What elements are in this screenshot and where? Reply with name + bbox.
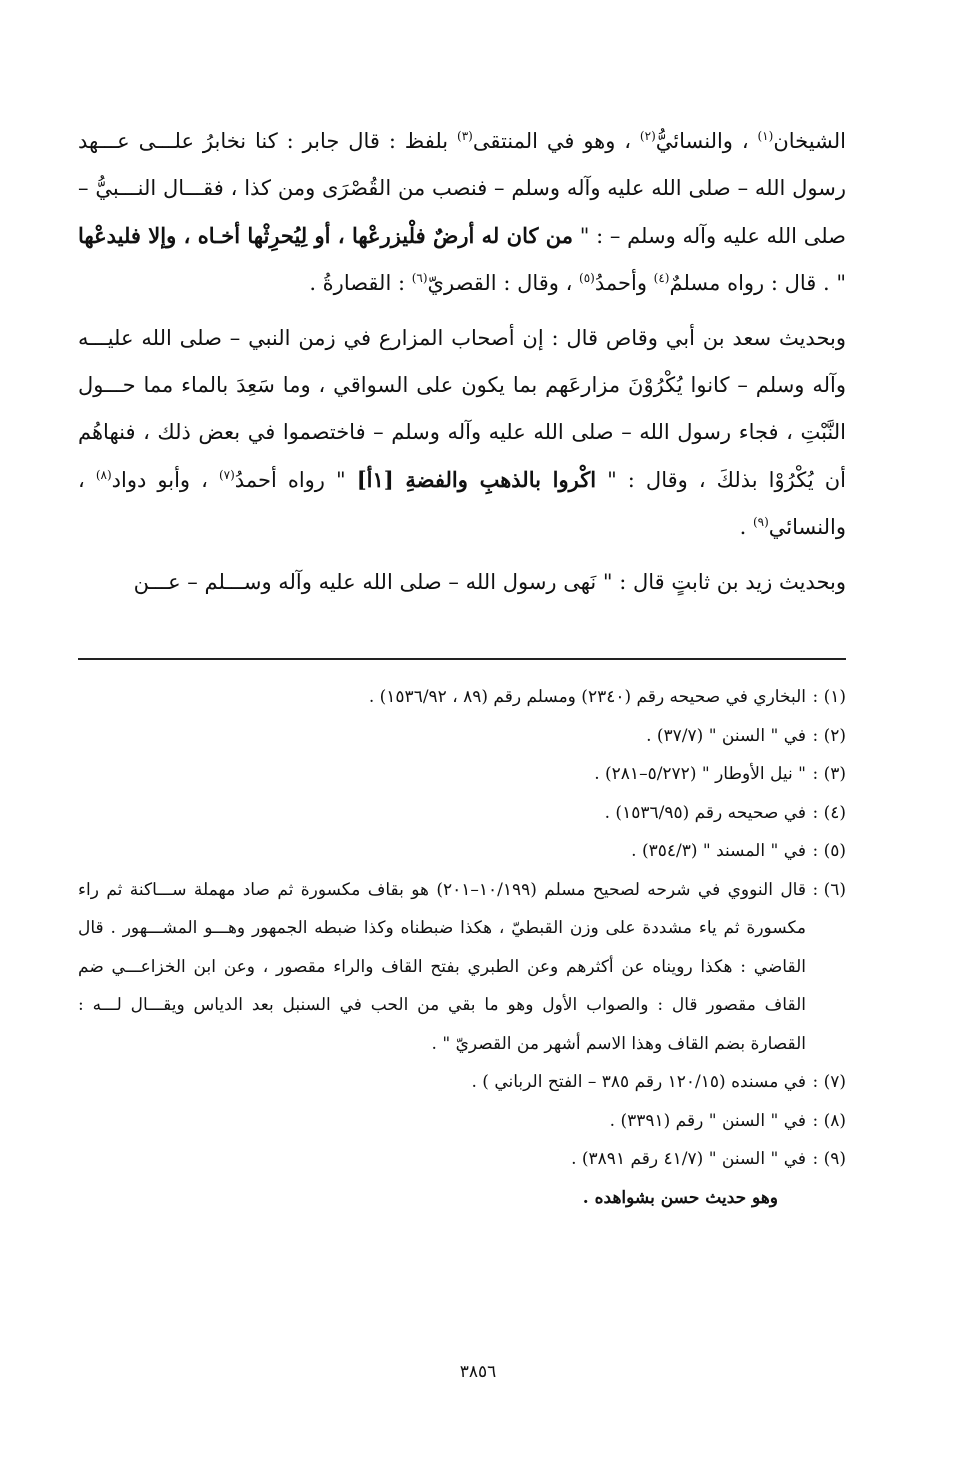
footnote-ref-1[interactable]: (١) xyxy=(757,129,774,143)
text: " رواه أحمدُ xyxy=(234,468,357,492)
footnote-text: في " السنن " (٣٧/٧) . xyxy=(646,725,806,746)
paragraph-3: وبحديث زيد بن ثابتٍ قال : " نَهى رسول الله – صلى الله عليه وآله وســـلم – عـــن xyxy=(133,570,846,594)
text: ، وهو في المنتقى xyxy=(472,129,640,153)
footnote-8 xyxy=(78,1102,846,1141)
footnote-note: وهو حديث حسن بشواهده . xyxy=(582,1187,778,1208)
text: . xyxy=(739,515,753,539)
footnote-number: (٢) : xyxy=(812,725,846,746)
main-text xyxy=(78,118,846,614)
footnote-ref-9[interactable]: (٩) xyxy=(752,515,769,529)
footnote-ref-8[interactable]: (٨) xyxy=(95,468,112,482)
footnote-number: (٧) : xyxy=(812,1072,846,1092)
page-number: ٣٨٥٦ xyxy=(459,1362,497,1382)
text: وأحمدُ xyxy=(594,271,654,295)
footnote-number: (٣) : xyxy=(812,764,846,784)
text: ، والنسائي xyxy=(78,468,846,539)
footnote-text: البخاري في صحيحه رقم (٢٣٤٠) ومسلم رقم (٨٩ ، ١٥٣٦/٩٢) . xyxy=(368,687,806,707)
footnote-text: " نيل الأوطار " (٥/٢٧٢–٢٨١) . xyxy=(594,764,806,784)
hadith-quote: من كان له أرضٌ فلْيزرعْها ، أو لِيُحرِثْها أخـاه ، وإلا فليدعْها xyxy=(78,223,574,248)
footnote-number: (٩) : xyxy=(812,1149,846,1169)
footnote-number: (١) : xyxy=(812,687,846,707)
footnote-text: في " المسند " (٣٥٤/٣) . xyxy=(631,841,806,861)
footnote-6 xyxy=(78,871,846,1064)
text: الشيخان xyxy=(773,129,846,153)
text: ، والنسائيُّ xyxy=(655,129,758,153)
text: " . قال : رواه مسلمٌ xyxy=(669,271,846,295)
text: وبحديث سعد بن أبي وقاص قال : إن أصحاب المزارع في زمن النبي – صلى الله عليـــه وآله وسلم – كانوا يُكْرُوْنَ مزارعَهم بما يكون على السواقي ، وما سَعِدَ بالماء مما حـــول النَّبْتِ ، فجاء رسول الله – صلى الله عليه وآله وسلم – فاختصموا في بعض ذلك ، فنهاهُم أن يُكْرُوْا بذلكَ ، وقال : " xyxy=(78,326,846,492)
paragraph-1 xyxy=(78,118,846,307)
text: بلفظ : قال جابر : كنا نخابرُ علـــى عـــهد رسول الله – صلى الله عليه وآله وسلم – فنصب من القُصْرَى ومن كذا ، فقـــال النـــبيُّ – صلى الله عليه وآله وسلم – : " xyxy=(78,129,846,248)
footnote-number: (٤) : xyxy=(812,802,846,823)
footnote-2 xyxy=(78,717,846,756)
footnote-text: في " السنن " (٤١/٧ رقم ٣٨٩١) . xyxy=(571,1149,806,1169)
footnote-3 xyxy=(78,755,846,794)
footnote-5 xyxy=(78,832,846,871)
footnote-ref-7[interactable]: (٧) xyxy=(218,468,235,482)
footnotes xyxy=(78,678,846,1217)
footnote-number: (٦) : xyxy=(812,879,846,900)
footnote-ref-5[interactable]: (٥) xyxy=(579,271,595,285)
footnote-text: في مسنده (١٢٠/١٥ رقم ٣٨٥ – الفتح الرباني ) . xyxy=(471,1072,806,1092)
footnote-ref-6[interactable]: (٦) xyxy=(411,271,428,285)
footnote-divider xyxy=(78,658,846,660)
text: ، وأبو دواد xyxy=(111,468,219,492)
footnote-9 xyxy=(78,1140,846,1179)
footnote-7 xyxy=(78,1063,846,1102)
footnote-ref-2[interactable]: (٢) xyxy=(639,129,656,143)
footnote-ref-3[interactable]: (٣) xyxy=(457,129,473,143)
text: : القصارةُ . xyxy=(309,271,412,295)
footnote-1 xyxy=(78,678,846,717)
footnote-text: في صحيحه رقم (١٥٣٦/٩٥) . xyxy=(604,802,806,823)
hadith-quote: اكْروا بالذهبِ والفضةِ [١أ] xyxy=(356,467,597,492)
footnote-text: قال النووي في شرحه لصحيح مسلم (١٠/١٩٩–٢٠١) هو بقاف مكسورة ثم صاد مهملة ســـاكنة ثم راء مكسورة ثم ياء مشددة على وزن القبطيّ ، هكذا ضبطناه وكذا ضبطه الجمهور وهـــو المشـــهور . قال القاضي : هكذا رويناه عن أكثرهم وعن الطبري بفتح القاف والراء مقصور ، وعن ابن الخزاعـــي ضم القاف مقصور قال : والصواب الأول وهو ما بقي من الحب في السنبل بعد الدياس ويقـــال لـــه : القصارة بضم القاف وهذا الاسم أشهر من القصريّ " . xyxy=(78,879,806,1054)
paragraph-2 xyxy=(78,315,846,551)
footnote-text: في " السنن " رقم (٣٣٩١) . xyxy=(609,1110,806,1131)
footnote-4 xyxy=(78,794,846,833)
footnote-number: (٥) : xyxy=(812,841,846,861)
footnote-number: (٨) : xyxy=(812,1110,846,1131)
footnote-ref-4[interactable]: (٤) xyxy=(653,271,670,285)
text: ، وقال : القصريّ xyxy=(427,271,580,295)
